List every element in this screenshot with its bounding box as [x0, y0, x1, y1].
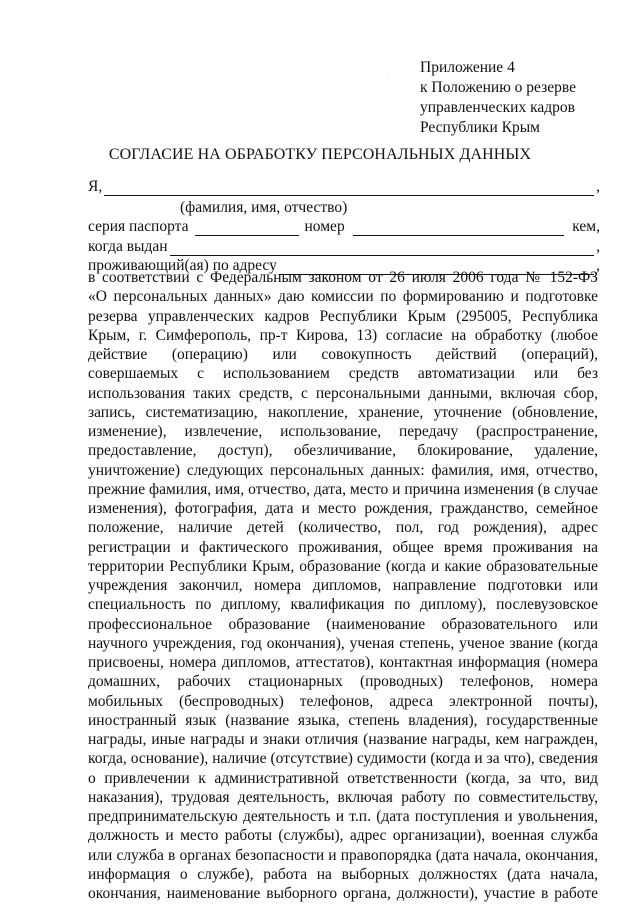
series-label: серия паспорта: [88, 218, 189, 235]
body-line: или служба в органах безопасности и правопорядка (дата начала, окончания,: [88, 846, 598, 864]
issued-blank[interactable]: [170, 241, 595, 256]
issued-row: [88, 236, 600, 256]
body-line: домашних, рабочих стационарных (проводных) телефонов, номера: [88, 673, 598, 691]
appendix-line: управленческих кадров: [420, 99, 575, 116]
number-blank[interactable]: [353, 221, 565, 236]
body-line: награды, иные награды и знаки отличия (название награды, кем награжден,: [88, 731, 598, 748]
body-line: изменения), фотография, дата и место рождения, гражданство, семейное: [88, 500, 598, 517]
fio-caption: (фамилия, имя, отчество): [180, 199, 348, 216]
appendix-line: Приложение 4: [420, 59, 515, 76]
body-line: предоставление, доступ), обезличивание, блокирование, удаление,: [88, 442, 598, 460]
body-line: окончания, наименование выборного органа, должности), участие в работе: [88, 885, 598, 902]
body-line: предпринимательскую деятельность и т.п. (дата поступления и увольнения,: [88, 808, 598, 825]
ya-end: ,: [596, 178, 600, 195]
body-line: изменение), извлечение, использование, передачу (распространение,: [88, 423, 598, 440]
fio-row: [88, 176, 600, 196]
consent-body-text: [88, 268, 598, 903]
number-label: номер: [304, 218, 345, 235]
body-line: присвоены, номера дипломов, аттестатов), контактная информация (номера: [88, 654, 598, 671]
body-line: наказания), трудовая деятельность, включая работу по совместительству,: [88, 788, 598, 806]
address-end: ,: [596, 257, 600, 274]
passport-row: [88, 216, 600, 236]
when-issued-label: когда выдан: [88, 238, 168, 255]
appendix-line: к Положению о резерве: [420, 79, 576, 96]
body-line: Крым, г. Симферополь, пр-т Кирова, 13) согласие на обработку (любое: [88, 326, 598, 344]
series-blank[interactable]: [195, 221, 299, 236]
issued-by-label: кем,: [572, 218, 600, 235]
body-line: «О персональных данных» даю комиссии по формированию и подготовке: [88, 288, 598, 306]
body-line: территории Республики Крым, образование (когда и какие образовательные: [88, 557, 598, 575]
body-line: действие (операцию) или совокупность действий (операций),: [88, 346, 598, 363]
body-line: должность и место работы (службы), адрес организации), военная служба: [88, 827, 598, 845]
appendix-header: [420, 58, 625, 138]
document-title: СОГЛАСИЕ НА ОБРАБОТКУ ПЕРСОНАЛЬНЫХ ДАННЫХ: [108, 146, 532, 163]
body-line: иностранный язык (название языка, степень владения), государственные: [88, 711, 598, 729]
body-line: уничтожение) следующих персональных данных: фамилия, имя, отчество,: [88, 461, 598, 479]
body-line: в соответствии с Федеральным законом от 26 июля 2006 года № 152-ФЗ: [88, 269, 598, 286]
body-line: информация о службе), работа на выборных должностях (дата начала,: [88, 865, 598, 883]
body-line: запись, систематизацию, накопление, хранение, уточнение (обновление,: [88, 403, 598, 421]
fio-blank[interactable]: [104, 181, 594, 196]
body-line: о привлечении к административной ответственности (когда, за что, вид: [88, 769, 598, 787]
ya-label: Я,: [88, 178, 103, 195]
body-line: резерва управленческих кадров Республики Крым (295005, Республика: [88, 307, 598, 325]
body-line: специальность по диплому, квалификация по диплому), послевузовское: [88, 596, 598, 614]
body-line: прежние фамилия, имя, отчество, дата, место и причина изменения (в случае: [88, 480, 598, 498]
address-label: проживающий(ая) по адресу: [88, 257, 277, 274]
body-line: учреждения закончил, номера дипломов, направление подготовки или: [88, 577, 598, 594]
body-line: положение, наличие детей (количество, пол, год рождения), адрес: [88, 519, 598, 537]
body-line: профессиональное образование (наименование образовательного или: [88, 615, 598, 633]
body-line: использования таких средств, с персональными данными, включая сбор,: [88, 384, 598, 402]
body-line: совершаемых с использованием средств автоматизации или без: [88, 365, 598, 383]
body-line: регистрации и фактического проживания, общее время проживания на: [88, 538, 598, 556]
scan-speck: [387, 76, 388, 77]
body-line: научного учреждения, год окончания), ученая степень, ученое звание (когда: [88, 634, 598, 652]
issued-end: ,: [596, 238, 600, 255]
body-line: мобильных (беспроводных) телефонов, адреса электронной почты),: [88, 692, 598, 710]
body-line: когда, основание), наличие (отсутствие) судимости (когда и за что), сведения: [88, 750, 598, 768]
appendix-line: Республики Крым: [420, 119, 540, 136]
